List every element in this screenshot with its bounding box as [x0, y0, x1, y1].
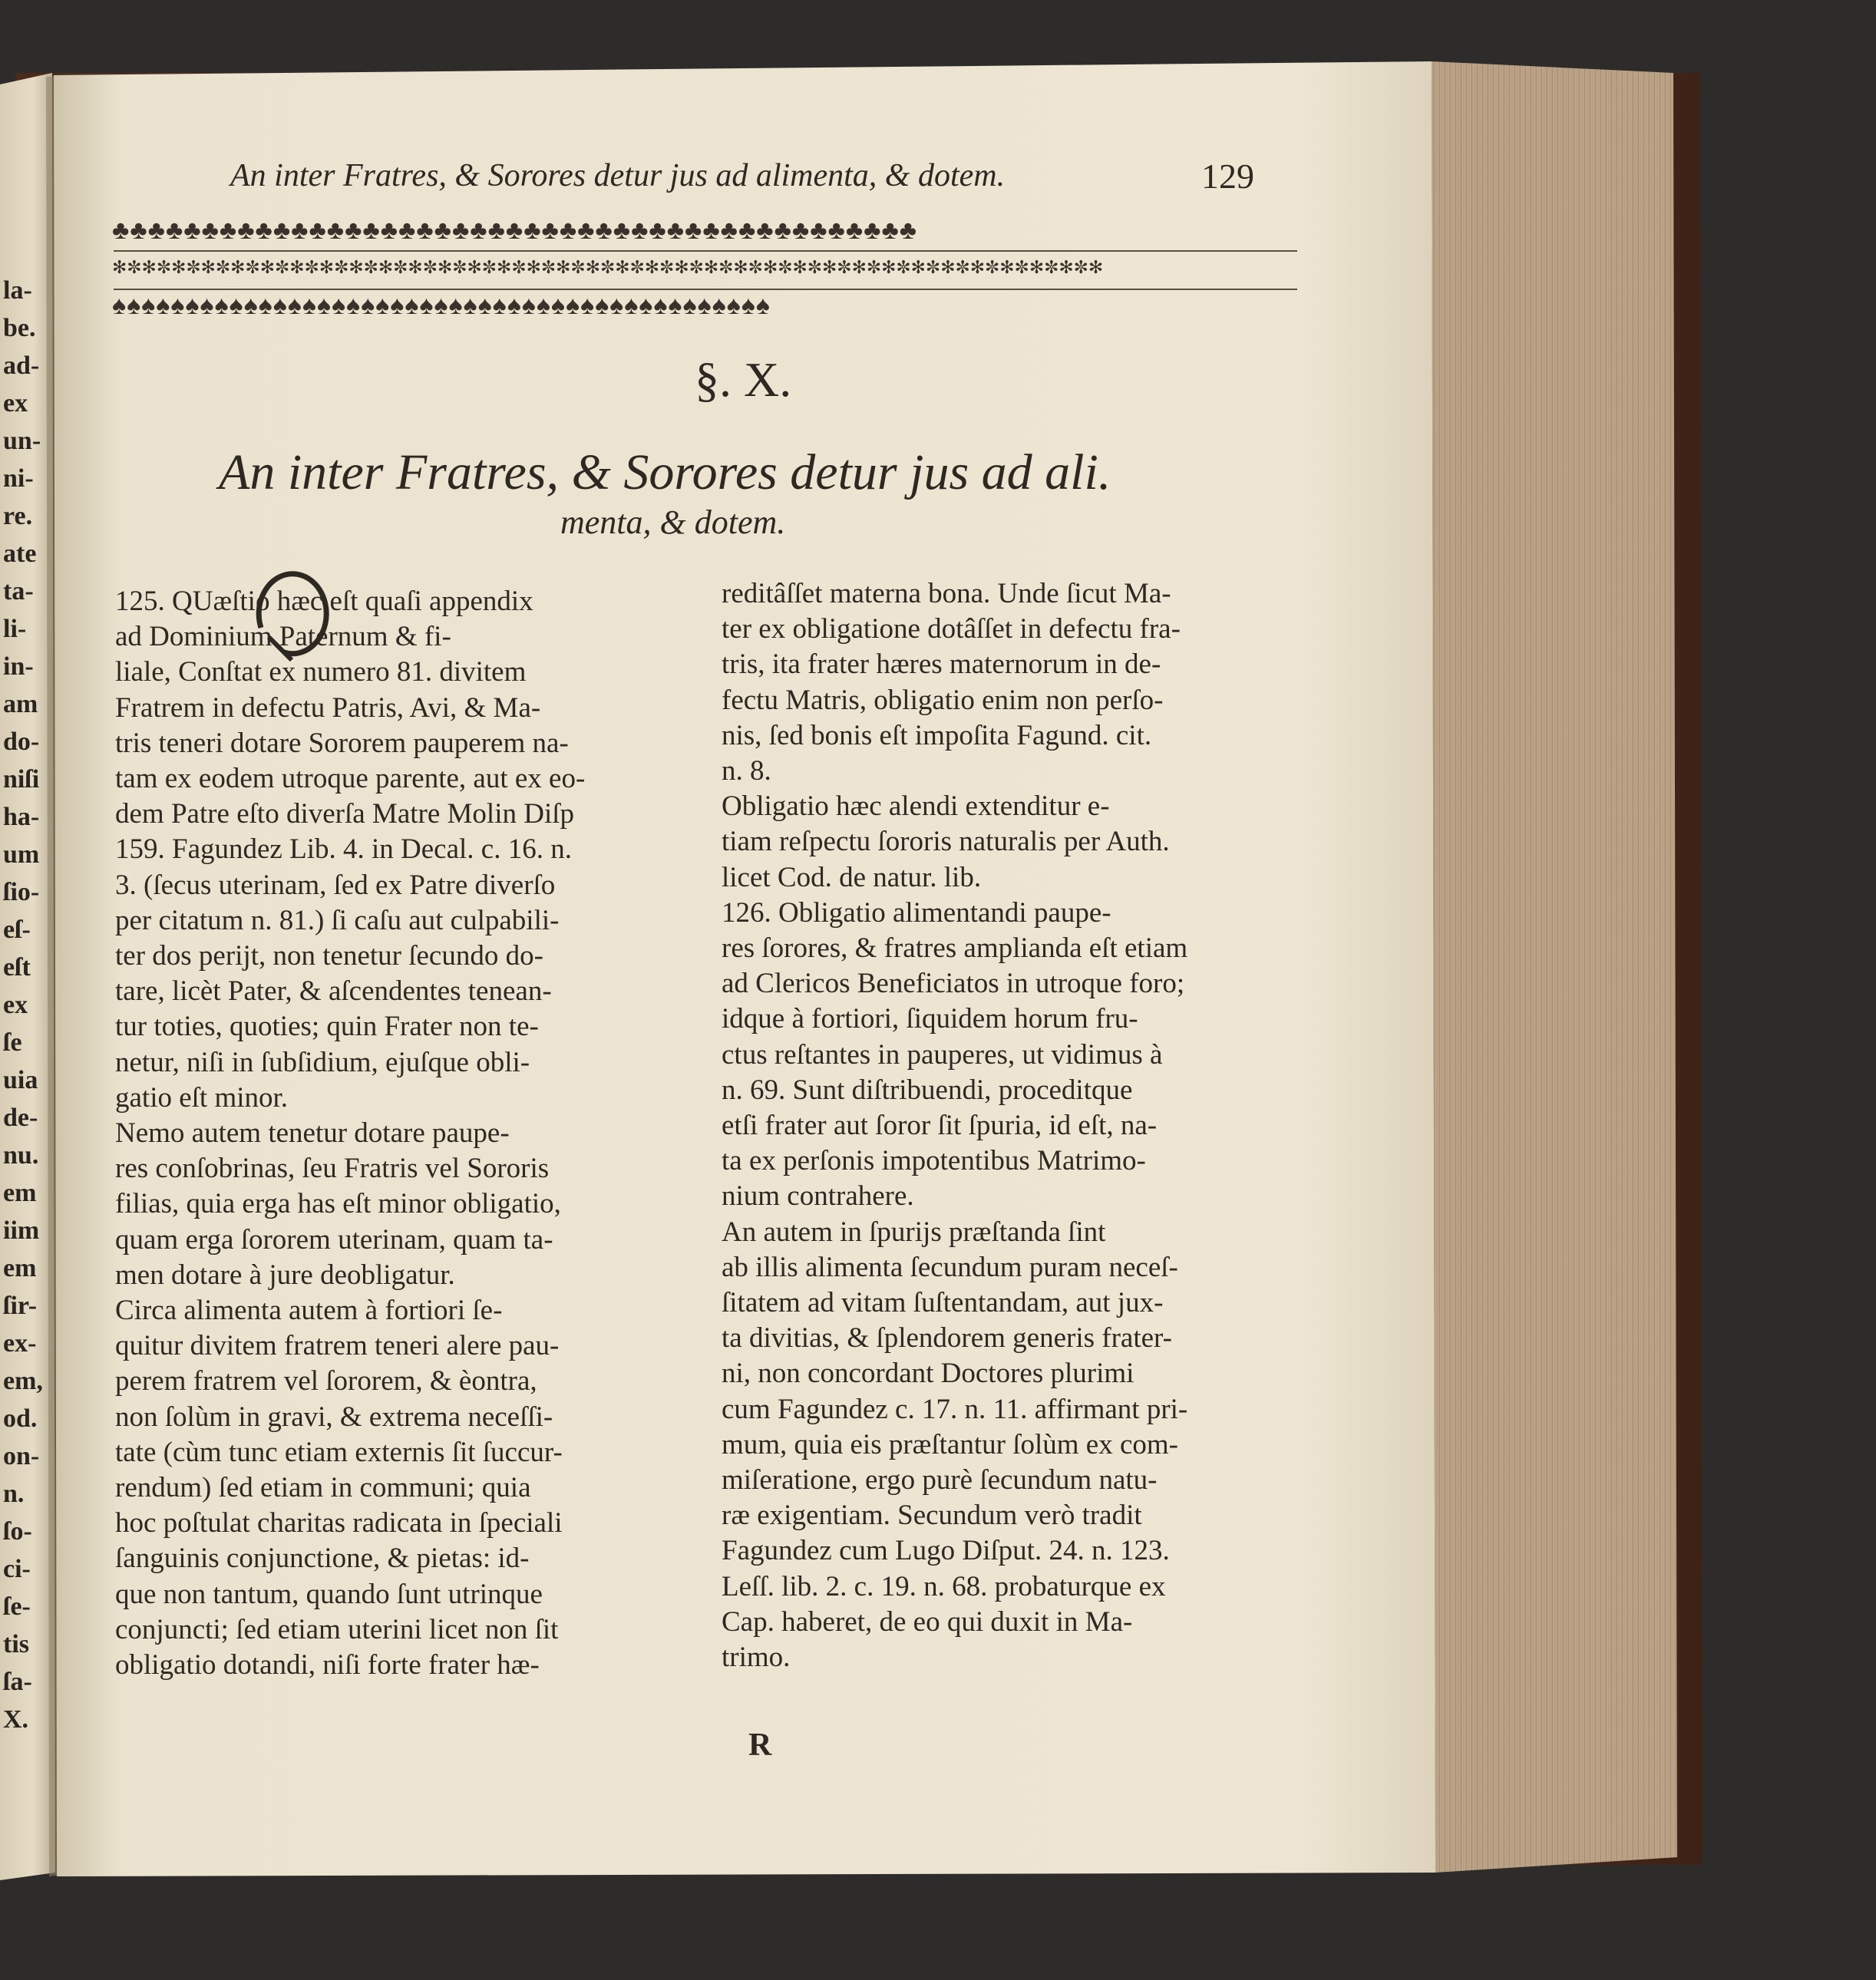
ornament-middle-row: ✻✼✻✼✻✼✻✼✻✼✻✼✻✼✻✼✻✼✻✼✻✼✻✼✻✼✻✼✻✼✻✼✻✼✻✼✻✼✻✼✻✼✻✼✻✼✻✼✻✼✻✼✻✼✻✼✻✼✻✼✻✼✻✼✻✼✻ — [112, 258, 1104, 277]
left-column-line: ad Dominium Paternum & fi- — [115, 621, 451, 653]
left-page-fragment: iim — [3, 1216, 40, 1245]
left-column-line: hoc poſtulat charitas radicata in ſpeciali — [115, 1507, 563, 1539]
right-column-line: res ſorores, & fratres amplianda eſt etiam — [722, 932, 1188, 964]
title-line-1: An inter Fratres, & Sorores detur jus ad ali. — [219, 444, 1111, 500]
right-column-line: ræ exigentiam. Secundum verò tradit — [722, 1500, 1142, 1532]
left-page-fragment: do- — [3, 728, 40, 756]
left-page-fragment: ſir- — [3, 1292, 38, 1320]
left-page-fragment: la- — [3, 276, 32, 305]
left-column-line: non ſolùm in gravi, & extrema neceſſi- — [115, 1401, 553, 1433]
right-column-line: ter ex obligatione dotâſſet in defectu fra- — [722, 613, 1181, 645]
left-column-line: dem Patre eſto diverſa Matre Molin Diſp — [115, 798, 575, 830]
left-column-line: tam ex eodem utroque parente, aut ex eo- — [115, 763, 586, 794]
page-number: 129 — [1201, 157, 1254, 196]
left-page-fragment: de- — [3, 1104, 38, 1132]
right-column-line: 126. Obligatio alimentandi paupe- — [722, 896, 1111, 929]
left-column-line: que non tantum, quando ſunt utrinque — [115, 1578, 543, 1610]
left-column-line: perem fratrem vel ſororem, & èontra, — [115, 1365, 537, 1398]
left-column-line: men dotare à jure deobligatur. — [115, 1259, 455, 1291]
left-column-line: netur, niſi in ſubſidium, ejuſque obli- — [115, 1046, 530, 1078]
right-column-line: licet Cod. de natur. lib. — [722, 861, 982, 893]
left-page-fragment: ſa- — [3, 1668, 32, 1696]
right-column-line: cum Fagundez c. 17. n. 11. affirmant pri- — [722, 1393, 1188, 1425]
right-column-line: trimo. — [722, 1642, 791, 1673]
right-column-line: ctus reſtantes in pauperes, ut vidimus à — [722, 1038, 1163, 1071]
left-page-fragment: on- — [3, 1442, 40, 1470]
left-page-fragment: n. — [3, 1480, 25, 1508]
left-page-fragment: niſi — [3, 765, 40, 794]
left-page-fragment: ex — [3, 389, 28, 417]
left-column-line: 3. (ſecus uterinam, ſed ex Patre diverſo — [115, 869, 556, 901]
left-column-line: Circa alimenta autem à fortiori ſe- — [115, 1295, 503, 1326]
right-column-line: Cap. haberet, de eo qui duxit in Ma- — [722, 1605, 1133, 1638]
right-column-line: nium contrahere. — [722, 1180, 914, 1213]
left-column-line: tare, licèt Pater, & aſcendentes tenean- — [115, 975, 552, 1008]
left-page-fragment: ex- — [3, 1329, 37, 1358]
left-column-line: tris teneri dotare Sororem pauperem na- — [115, 727, 569, 759]
left-column-line: liale, Conſtat ex numero 81. divitem — [115, 656, 527, 688]
left-page-fragment: ſio- — [3, 878, 40, 906]
left-column-line: per citatum n. 81.) ſi caſu aut culpabili- — [115, 904, 560, 936]
right-column-line: idque à fortiori, ſiquidem horum fru- — [722, 1003, 1138, 1035]
left-column-line: ter dos perijt, non tenetur ſecundo do- — [115, 940, 543, 972]
left-page-fragment: ci- — [3, 1555, 31, 1583]
ornament-bottom-row: ♠♠♠♠♠♠♠♠♠♠♠♠♠♠♠♠♠♠♠♠♠♠♠♠♠♠♠♠♠♠♠♠♠♠♠♠♠♠♠♠♠♠♠♠♠ — [112, 292, 771, 320]
right-column-line: Obligatio hæc alendi extenditur e- — [722, 790, 1110, 823]
right-column-line: reditâſſet materna bona. Unde ſicut Ma- — [722, 578, 1171, 609]
left-page-fragment: X. — [3, 1705, 29, 1734]
left-column-line: obligatio dotandi, niſi forte frater hæ- — [115, 1649, 540, 1681]
title-line-2: menta, & dotem. — [560, 503, 786, 541]
left-page-fragment: eſ- — [3, 916, 31, 944]
left-page-fragment: re. — [3, 502, 33, 530]
left-page-fragment: em — [3, 1179, 37, 1207]
right-column-line: fectu Matris, obligatio enim non perſo- — [722, 684, 1164, 716]
left-page-fragment: be. — [3, 314, 36, 342]
left-column-line: Fratrem in defectu Patris, Avi, & Ma- — [115, 691, 541, 724]
section-mark: §. X. — [695, 352, 792, 407]
left-page-fragment: ſe- — [3, 1592, 31, 1621]
right-column-line: nis, ſed bonis eſt impoſita Fagund. cit. — [722, 719, 1152, 751]
left-page-fragment: ha- — [3, 803, 40, 831]
left-page-fragment: li- — [3, 615, 27, 643]
right-column-line: An autem in ſpurijs præſtanda ſint — [722, 1216, 1106, 1248]
right-column-line: ad Clericos Beneficiatos in utroque foro; — [722, 968, 1185, 1000]
right-column-line: tris, ita frater hæres maternorum in de- — [722, 648, 1161, 681]
right-column-line: etſi frater aut ſoror ſit ſpuria, id eſt, na- — [722, 1110, 1158, 1141]
left-column-line: quitur divitem fratrem teneri alere pau- — [115, 1330, 560, 1362]
left-column-line: quam erga ſororem uterinam, quam ta- — [115, 1223, 553, 1256]
left-page-fragment: ate — [3, 540, 37, 568]
left-page-fragment: tis — [3, 1630, 29, 1658]
right-column-line: miſeratione, ergo purè ſecundum natu- — [722, 1464, 1158, 1496]
right-column-line: ta ex perſonis impotentibus Matrimo- — [722, 1145, 1146, 1177]
left-page-fragment: ta- — [3, 577, 34, 606]
left-page-fragment: od. — [3, 1404, 38, 1433]
right-column-line: ni, non concordant Doctores plurimi — [722, 1358, 1135, 1390]
left-column-line: rendum) ſed etiam in communi; quia — [115, 1472, 531, 1503]
right-column-line: n. 69. Sunt diſtribuendi, proceditque — [722, 1074, 1133, 1106]
left-column-line: 125. QUæſtio hæc eſt quaſi appendix — [115, 586, 533, 617]
right-column-line: mum, quia eis præſtantur ſolùm ex com- — [722, 1428, 1178, 1460]
left-page-fragment: uia — [3, 1066, 38, 1094]
right-column-line: ta divitias, & ſplendorem generis frater- — [722, 1322, 1172, 1355]
left-page-fragment: un- — [3, 427, 41, 455]
left-page-fragment: am — [3, 690, 38, 718]
left-column-line: gatio eſt minor. — [115, 1081, 289, 1114]
left-page-fragment: nu. — [3, 1141, 39, 1170]
left-page-fragment: ſo- — [3, 1517, 32, 1546]
left-column-line: filias, quia erga has eſt minor obligatio, — [115, 1188, 561, 1220]
left-column-line: ſanguinis conjunctione, & pietas: id- — [115, 1543, 530, 1575]
left-column-line: Nemo autem tenetur dotare paupe- — [115, 1117, 510, 1149]
left-page-fragment: eſt — [3, 953, 31, 982]
left-page-fragment: in- — [3, 652, 34, 681]
signature-mark: R — [748, 1728, 772, 1763]
left-page-fragment: ad- — [3, 351, 40, 380]
left-page-fragment: um — [3, 840, 40, 869]
left-page-fragment: em, — [3, 1367, 43, 1395]
right-column-line: ſitatem ad vitam ſuſtentandam, aut jux- — [722, 1287, 1164, 1318]
right-column-line: tiam reſpectu ſororis naturalis per Auth. — [722, 826, 1170, 858]
left-page-fragment: em — [3, 1254, 37, 1282]
right-column-line: Leſſ. lib. 2. c. 19. n. 68. probaturque ex — [722, 1570, 1166, 1602]
left-page-fragment: ni- — [3, 464, 34, 493]
right-column-line: ab illis alimenta ſecundum puram neceſ- — [722, 1251, 1178, 1283]
left-page-fragment: ſe — [3, 1028, 22, 1057]
right-column-line: n. 8. — [722, 755, 771, 787]
running-head: An inter Fratres, & Sorores detur jus ad alimenta, & dotem. — [230, 158, 1006, 193]
ornament-top-row: ♣♣♣♣♣♣♣♣♣♣♣♣♣♣♣♣♣♣♣♣♣♣♣♣♣♣♣♣♣♣♣♣♣♣♣♣♣♣♣♣♣♣♣♣♣ — [112, 216, 918, 245]
right-column-line: Fagundez cum Lugo Diſput. 24. n. 123. — [722, 1535, 1170, 1567]
left-column-line: 159. Fagundez Lib. 4. in Decal. c. 16. n. — [115, 833, 572, 866]
left-column-line: tate (cùm tunc etiam externis ſit ſuccur- — [115, 1436, 563, 1468]
left-column-line: conjuncti; ſed etiam uterini licet non ſit — [115, 1613, 559, 1645]
left-column-line: res conſobrinas, ſeu Fratris vel Sororis — [115, 1153, 550, 1185]
left-page-fragment: ex — [3, 991, 28, 1019]
left-column-line: tur toties, quoties; quin Frater non te- — [115, 1011, 539, 1043]
